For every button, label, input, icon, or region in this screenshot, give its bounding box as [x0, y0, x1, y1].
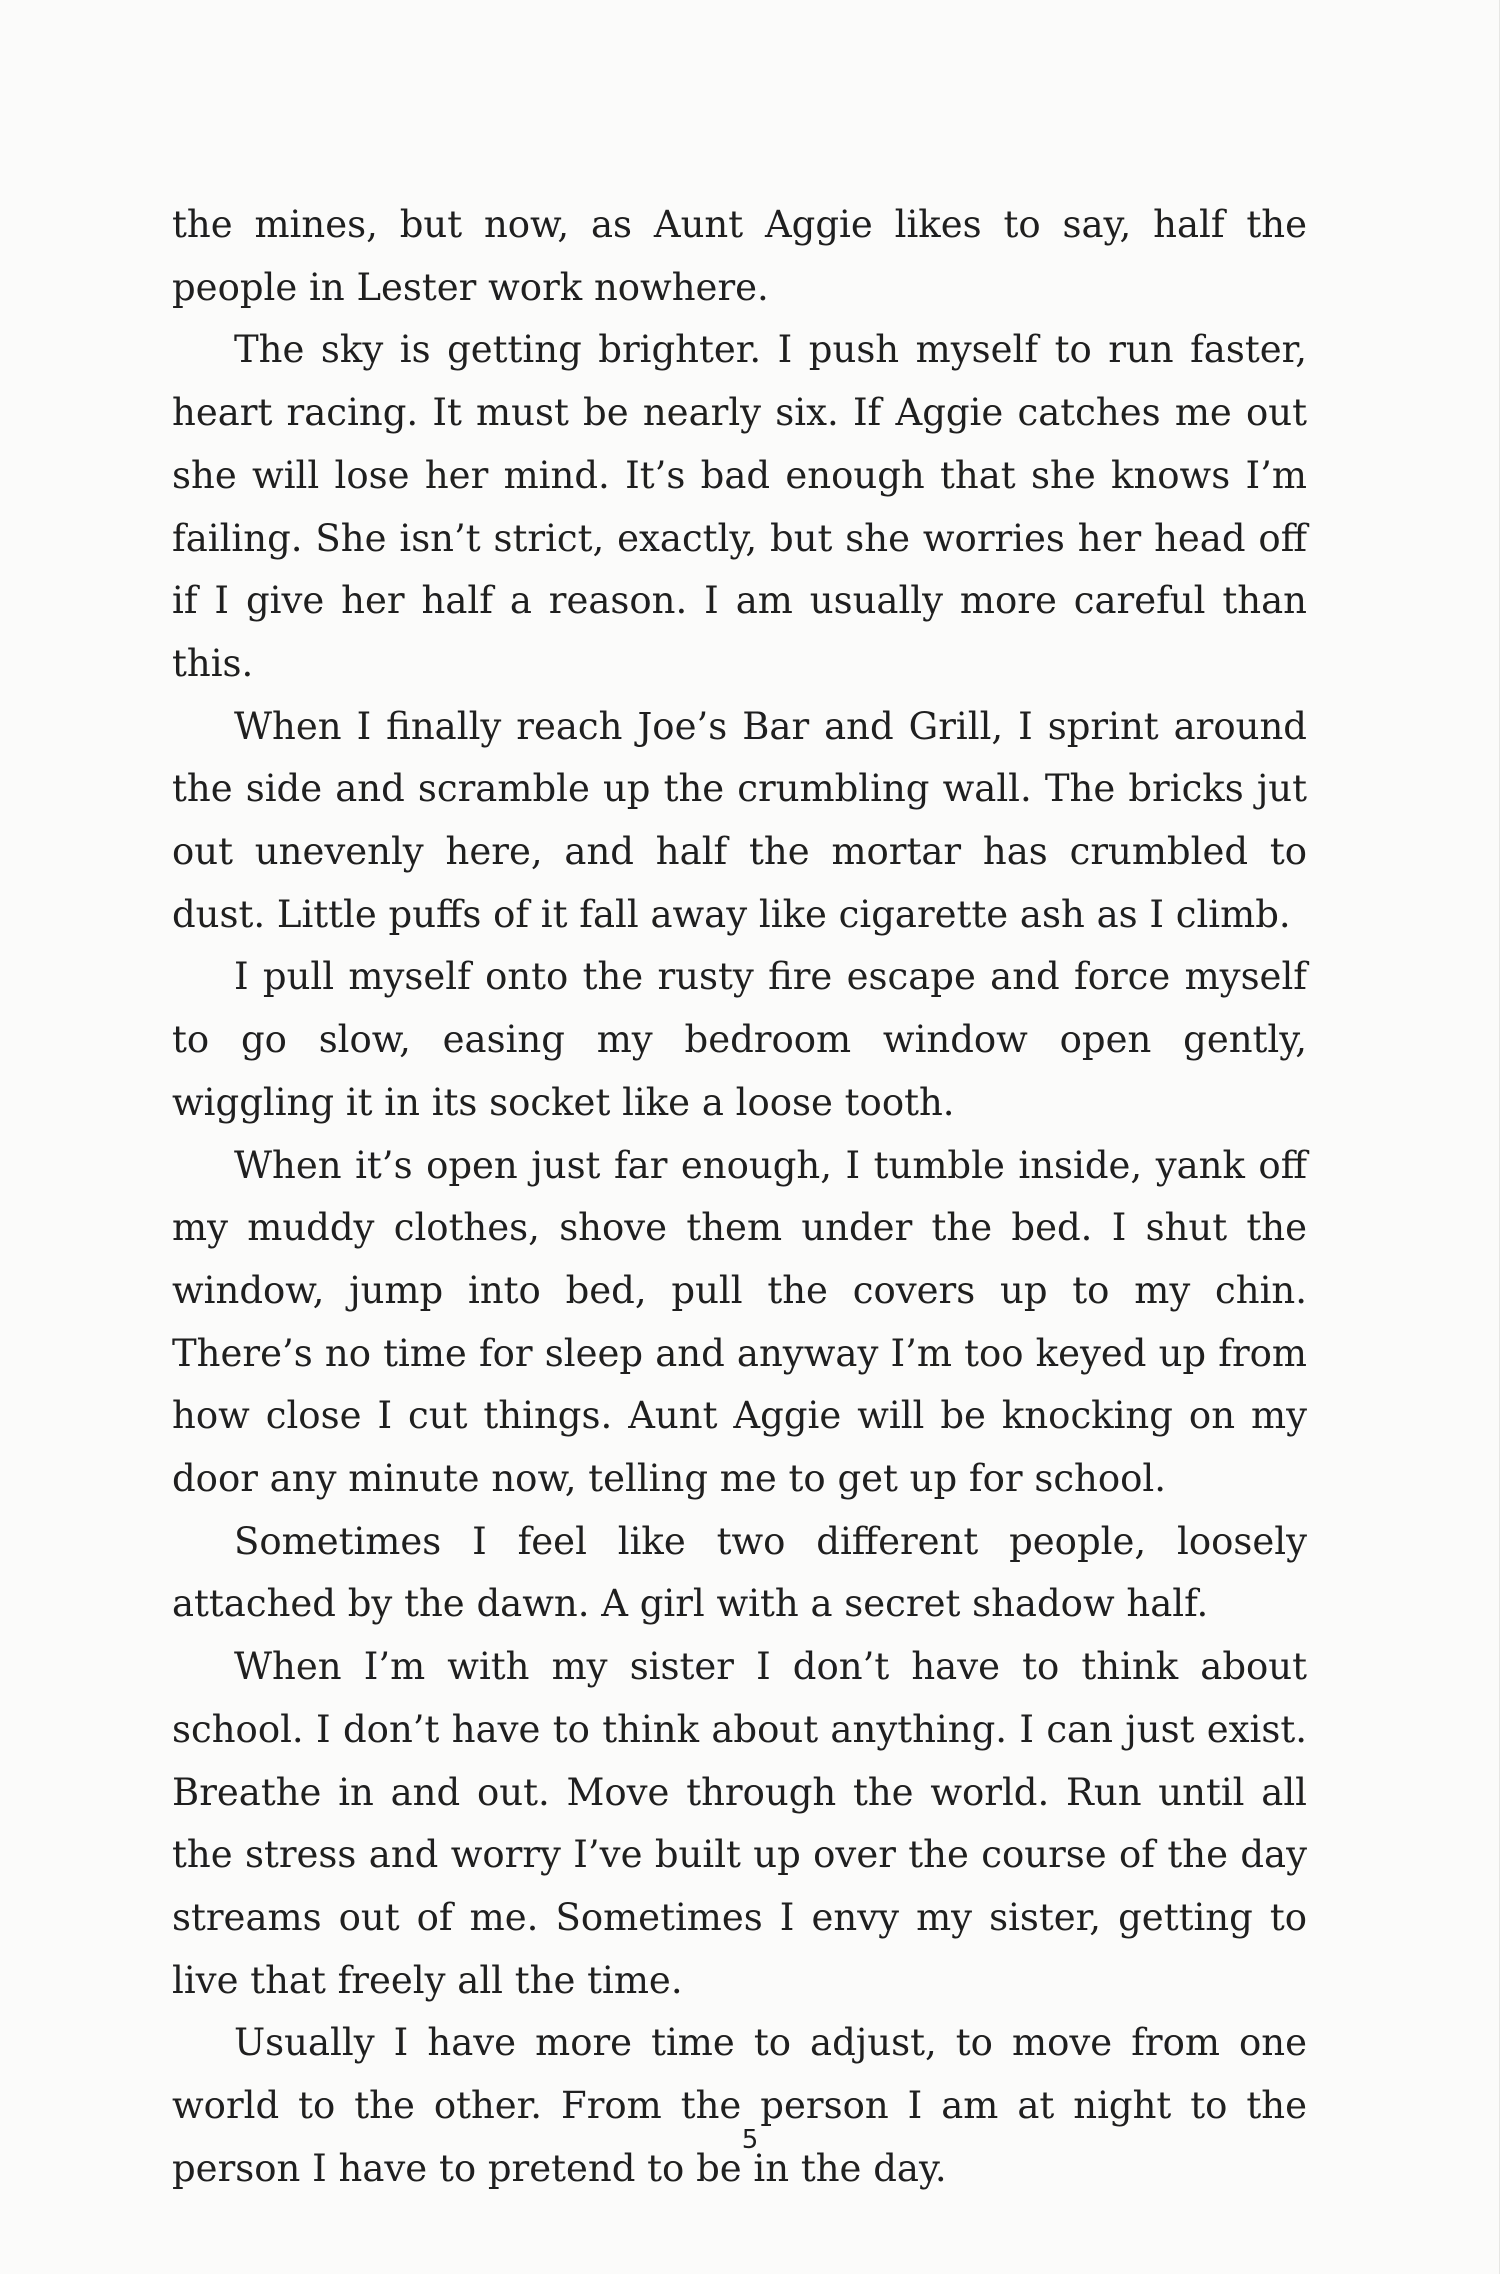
paragraph: When I’m with my sister I don’t have to think about school. I don’t have to think about anything. I can just exist. Breathe in and out. Move through the world. Run until all the stress and worry I’ve built up over the course of the day streams out of me. Sometimes I envy my sister, getting to live that freely all the time. — [172, 1645, 1307, 2002]
paragraph: the mines, but now, as Aunt Aggie likes to say, half the people in Lester work nowhere. — [172, 203, 1307, 309]
body-text — [172, 194, 1307, 2201]
paragraph: When it’s open just far enough, I tumble inside, yank off my muddy clothes, shove them under the bed. I shut the window, jump into bed, pull the covers up to my chin. There’s no time for sleep and anyway I’m too keyed up from how close I cut things. Aunt Aggie will be knocking on my door any minute now, telling me to get up for school. — [172, 1143, 1307, 1501]
paragraph: Usually I have more time to adjust, to move from one world to the other. From the person I am at night to the person I have to pretend to be in the day. — [172, 2021, 1307, 2190]
paragraph: The sky is getting brighter. I push myself to run faster, heart racing. It must be nearly six. If Aggie catches me out she will lose her mind. It’s bad enough that she knows I’m failing. She isn’t strict, exactly, but she worries her head off if I give her half a reason. I am usually more careful than this. — [172, 328, 1307, 685]
paragraph: Sometimes I feel like two different people, loosely attached by the dawn. A girl with a secret shadow half. — [172, 1519, 1307, 1626]
paragraph: I pull myself onto the rusty fire escape and force myself to go slow, easing my bedroom window open gently, wiggling it in its socket like a loose tooth. — [172, 955, 1307, 1124]
paragraph: When I finally reach Joe’s Bar and Grill, I sprint around the side and scramble up the crumbling wall. The bricks jut out unevenly here, and half the mortar has crumbled to dust. Little puffs of it fall away like cigarette ash as I climb. — [172, 704, 1307, 936]
page-number: 5 — [741, 2125, 759, 2155]
